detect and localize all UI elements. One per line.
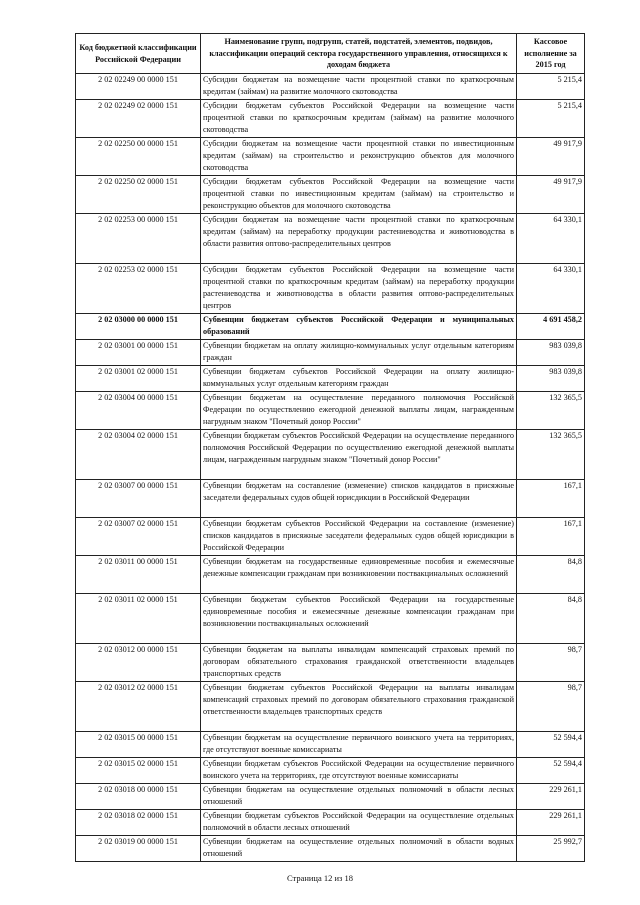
row-name: Субсидии бюджетам субъектов Российской Федерации на возмещение части процентной ставки по инвестиционным кредитам (займам) на строительство и реконструкцию объектов для молочного скотоводства bbox=[201, 176, 517, 214]
page-footer: Страница 12 из 18 bbox=[286, 873, 354, 883]
table-row bbox=[76, 264, 585, 314]
row-name: Субвенции бюджетам субъектов Российской Федерации на выплаты инвалидам компенсаций страховых премий по договорам обязательного страхования гражданской ответственности владельцев транспортных средств bbox=[201, 682, 517, 732]
row-name: Субвенции бюджетам субъектов Российской Федерации на осуществление первичного воинского учета на территориях, где отсутствуют военные комиссариаты bbox=[201, 758, 517, 784]
row-code: 2 02 02250 02 0000 151 bbox=[76, 176, 201, 214]
row-code: 2 02 03001 00 0000 151 bbox=[76, 340, 201, 366]
header-name: Наименование групп, подгрупп, статей, подстатей, элементов, подвидов, классификации операций сектора государственного управления, относящихся к доходам бюджета bbox=[201, 34, 517, 74]
table-row bbox=[76, 644, 585, 682]
row-amount: 64 330,1 bbox=[517, 214, 585, 264]
row-amount: 5 215,4 bbox=[517, 100, 585, 138]
table-row bbox=[76, 480, 585, 518]
table-body bbox=[76, 74, 585, 862]
row-code: 2 02 02249 02 0000 151 bbox=[76, 100, 201, 138]
table-row bbox=[76, 214, 585, 264]
row-amount: 132 365,5 bbox=[517, 392, 585, 430]
row-name: Субвенции бюджетам на составление (изменение) списков кандидатов в присяжные заседатели федеральных судов общей юрисдикции в Российской Федерации bbox=[201, 480, 517, 518]
table-row bbox=[76, 340, 585, 366]
row-name: Субвенции бюджетам субъектов Российской Федерации на осуществление переданного полномочия Российской Федерации по осуществлению ежегодной денежной выплаты лицам, награжденным нагрудным знаком "Почетный донор России" bbox=[201, 430, 517, 480]
row-name: Субвенции бюджетам субъектов Российской Федерации на составление (изменение) списков кандидатов в присяжные заседатели федеральных судов общей юрисдикции в Российской Федерации bbox=[201, 518, 517, 556]
table-row bbox=[76, 784, 585, 810]
row-amount: 983 039,8 bbox=[517, 366, 585, 392]
row-code: 2 02 02253 02 0000 151 bbox=[76, 264, 201, 314]
table-row bbox=[76, 518, 585, 556]
row-code: 2 02 03004 00 0000 151 bbox=[76, 392, 201, 430]
row-amount: 84,8 bbox=[517, 556, 585, 594]
row-name: Субсидии бюджетам на возмещение части процентной ставки по краткосрочным кредитам (займам) на развитие молочного скотоводства bbox=[201, 74, 517, 100]
table-row bbox=[76, 430, 585, 480]
row-name: Субвенции бюджетам субъектов Российской Федерации и муниципальных образований bbox=[201, 314, 517, 340]
header-amount: Кассовое исполнение за 2015 год bbox=[517, 34, 585, 74]
row-code: 2 02 02249 00 0000 151 bbox=[76, 74, 201, 100]
row-name: Субвенции бюджетам на осуществление первичного воинского учета на территориях, где отсутствуют военные комиссариаты bbox=[201, 732, 517, 758]
row-name: Субвенции бюджетам субъектов Российской Федерации на государственные единовременные пособия и ежемесячные денежные компенсации гражданам при возникновении поствакцинальных осложнений bbox=[201, 594, 517, 644]
row-name: Субвенции бюджетам на осуществление отдельных полномочий в области водных отношений bbox=[201, 836, 517, 862]
row-code: 2 02 02253 00 0000 151 bbox=[76, 214, 201, 264]
row-code: 2 02 03015 00 0000 151 bbox=[76, 732, 201, 758]
row-amount: 98,7 bbox=[517, 644, 585, 682]
row-amount: 84,8 bbox=[517, 594, 585, 644]
row-code: 2 02 03004 02 0000 151 bbox=[76, 430, 201, 480]
table-row bbox=[76, 732, 585, 758]
row-code: 2 02 02250 00 0000 151 bbox=[76, 138, 201, 176]
row-code: 2 02 03011 02 0000 151 bbox=[76, 594, 201, 644]
row-code: 2 02 03018 02 0000 151 bbox=[76, 810, 201, 836]
row-code: 2 02 03001 02 0000 151 bbox=[76, 366, 201, 392]
row-name: Субсидии бюджетам на возмещение части процентной ставки по краткосрочным кредитам (займам) на переработку продукции растениеводства и животноводства в области развития оптово-распределительных центров bbox=[201, 214, 517, 264]
row-name: Субвенции бюджетам субъектов Российской Федерации на оплату жилищно-коммунальных услуг отдельным категориям граждан bbox=[201, 366, 517, 392]
table-row bbox=[76, 594, 585, 644]
row-amount: 49 917,9 bbox=[517, 138, 585, 176]
row-name: Субвенции бюджетам на выплаты инвалидам компенсаций страховых премий по договорам обязательного страхования гражданской ответственности владельцев транспортных средств bbox=[201, 644, 517, 682]
row-name: Субвенции бюджетам на осуществление переданного полномочия Российской Федерации по осуществлению ежегодной денежной выплаты лицам, награжденным нагрудным знаком "Почетный донор России" bbox=[201, 392, 517, 430]
row-code: 2 02 03015 02 0000 151 bbox=[76, 758, 201, 784]
row-code: 2 02 03012 02 0000 151 bbox=[76, 682, 201, 732]
budget-table bbox=[75, 33, 585, 862]
row-amount: 52 594,4 bbox=[517, 732, 585, 758]
row-amount: 49 917,9 bbox=[517, 176, 585, 214]
table-row bbox=[76, 74, 585, 100]
row-code: 2 02 03000 00 0000 151 bbox=[76, 314, 201, 340]
row-name: Субсидии бюджетам на возмещение части процентной ставки по инвестиционным кредитам (займам) на строительство и реконструкцию объектов для молочного скотоводства bbox=[201, 138, 517, 176]
table-row bbox=[76, 176, 585, 214]
row-code: 2 02 03012 00 0000 151 bbox=[76, 644, 201, 682]
row-code: 2 02 03007 00 0000 151 bbox=[76, 480, 201, 518]
table-row bbox=[76, 682, 585, 732]
row-amount: 4 691 458,2 bbox=[517, 314, 585, 340]
table-row bbox=[76, 836, 585, 862]
row-code: 2 02 03007 02 0000 151 bbox=[76, 518, 201, 556]
row-amount: 25 992,7 bbox=[517, 836, 585, 862]
row-amount: 229 261,1 bbox=[517, 810, 585, 836]
table-row bbox=[76, 810, 585, 836]
row-amount: 167,1 bbox=[517, 480, 585, 518]
table-row bbox=[76, 314, 585, 340]
table-row bbox=[76, 100, 585, 138]
row-name: Субсидии бюджетам субъектов Российской Федерации на возмещение части процентной ставки по краткосрочным кредитам (займам) на развитие молочного скотоводства bbox=[201, 100, 517, 138]
row-amount: 983 039,8 bbox=[517, 340, 585, 366]
row-amount: 98,7 bbox=[517, 682, 585, 732]
row-amount: 229 261,1 bbox=[517, 784, 585, 810]
row-amount: 132 365,5 bbox=[517, 430, 585, 480]
table-row bbox=[76, 392, 585, 430]
row-code: 2 02 03018 00 0000 151 bbox=[76, 784, 201, 810]
row-code: 2 02 03011 00 0000 151 bbox=[76, 556, 201, 594]
row-code: 2 02 03019 00 0000 151 bbox=[76, 836, 201, 862]
row-amount: 167,1 bbox=[517, 518, 585, 556]
table-row bbox=[76, 366, 585, 392]
row-name: Субвенции бюджетам на государственные единовременные пособия и ежемесячные денежные компенсации гражданам при возникновении поствакцинальных осложнений bbox=[201, 556, 517, 594]
header-code: Код бюджетной классификации Российской Федерации bbox=[76, 34, 201, 74]
table-row bbox=[76, 138, 585, 176]
table-row bbox=[76, 758, 585, 784]
row-amount: 52 594,4 bbox=[517, 758, 585, 784]
row-name: Субвенции бюджетам на оплату жилищно-коммунальных услуг отдельным категориям граждан bbox=[201, 340, 517, 366]
table-header-row bbox=[76, 34, 585, 74]
row-name: Субвенции бюджетам на осуществление отдельных полномочий в области лесных отношений bbox=[201, 784, 517, 810]
row-name: Субсидии бюджетам субъектов Российской Федерации на возмещение части процентной ставки по краткосрочным кредитам (займам) на переработку продукции растениеводства и животноводства в области развития оптово-распределительных центров bbox=[201, 264, 517, 314]
table-row bbox=[76, 556, 585, 594]
row-amount: 64 330,1 bbox=[517, 264, 585, 314]
row-name: Субвенции бюджетам субъектов Российской Федерации на осуществление отдельных полномочий в области лесных отношений bbox=[201, 810, 517, 836]
row-amount: 5 215,4 bbox=[517, 74, 585, 100]
